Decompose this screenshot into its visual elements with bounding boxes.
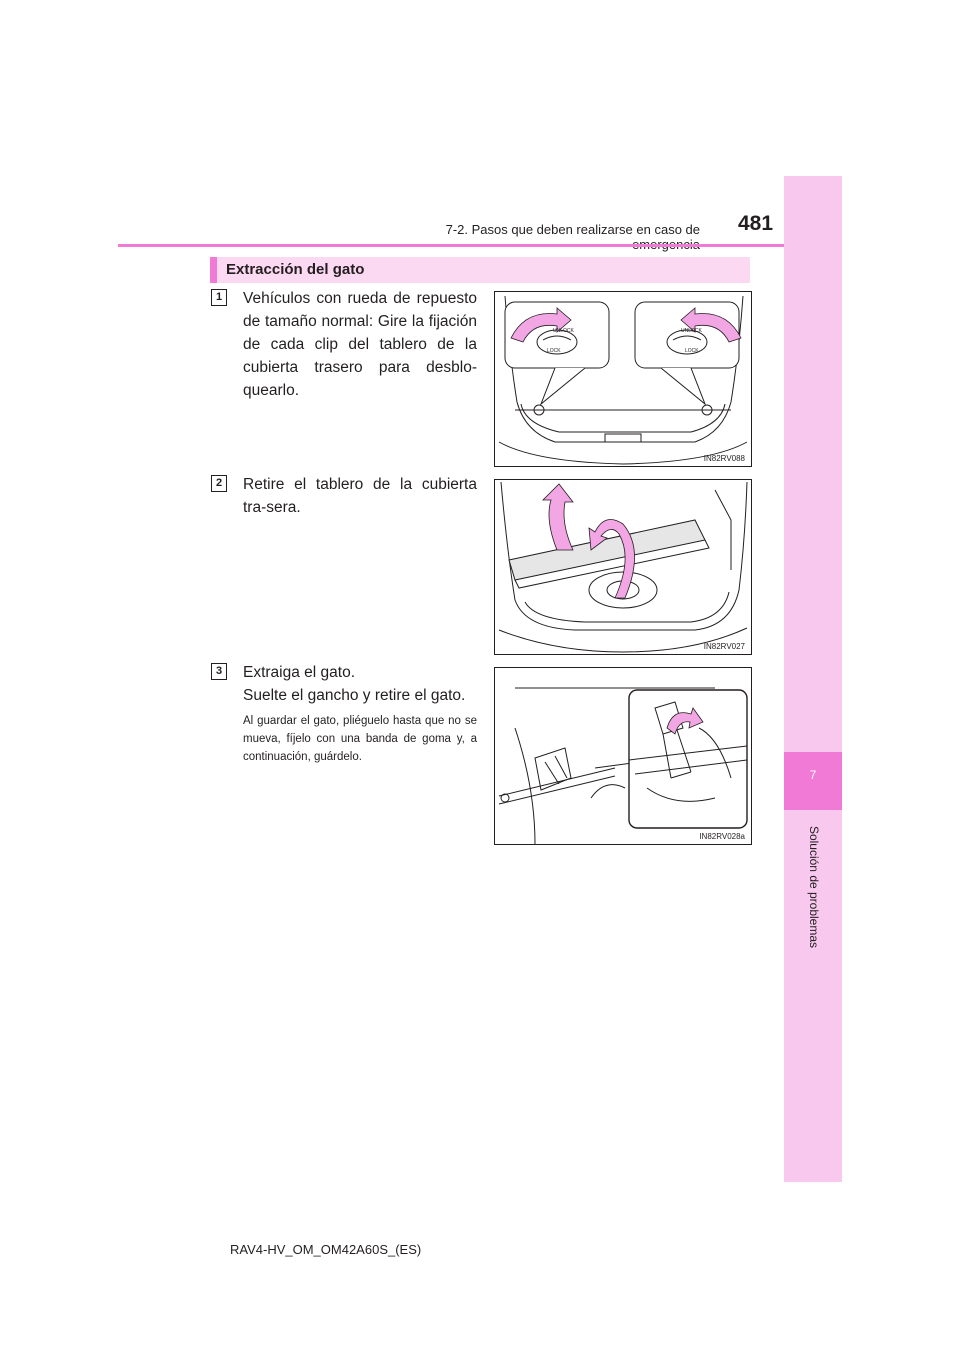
step-3-note: Al guardar el gato, pliéguelo hasta que no se mueva, fíjelo con una banda de goma y, a continuación, guárdelo. — [243, 715, 477, 763]
chapter-title: Solución de problemas — [807, 825, 821, 949]
trunk-clips-illustration — [495, 292, 751, 466]
step-2-text: Retire el tablero de la cubierta tra-sera. — [243, 476, 477, 516]
step-3-text — [243, 661, 477, 707]
footer-document-code: RAV4-HV_OM_OM42A60S_(ES) — [230, 1242, 422, 1257]
lock-label-right: LOCK — [685, 348, 699, 354]
figure-step-1 — [494, 291, 752, 467]
jack-removal-illustration — [495, 668, 751, 844]
section-heading-bar — [210, 257, 750, 283]
section-title: Extracción del gato — [226, 261, 365, 278]
figure-step-3 — [494, 667, 752, 845]
unlock-label-right: UNLOCK — [681, 328, 702, 334]
figure-code-3: IN82RV028a — [699, 832, 745, 841]
step-number-1: 1 — [211, 289, 227, 306]
figure-code-1: IN82RV088 — [703, 454, 745, 463]
figure-code-2: IN82RV027 — [703, 642, 745, 651]
step-number-2: 2 — [211, 475, 227, 492]
unlock-label-left: UNLOCK — [553, 328, 574, 334]
page-number: 481 — [738, 212, 774, 235]
step-number-3: 3 — [211, 663, 227, 680]
step-3-line-2: Suelte el gancho y retire el gato. — [243, 687, 466, 704]
step-3-line-1: Extraiga el gato. — [243, 664, 356, 681]
chapter-number: 7 — [809, 768, 817, 782]
lock-label-left: LOCK — [547, 348, 561, 354]
section-heading-accent — [210, 257, 217, 283]
running-header-section: 7-2. Pasos que deben realizarse en caso de — [445, 222, 700, 237]
chapter-side-tab — [784, 176, 842, 1182]
figure-step-2 — [494, 479, 752, 655]
header-rule — [118, 244, 842, 247]
step-1-text: Vehículos con rueda de repuesto de tamaño normal: Gire la fijación de cada clip del tablero de la cubierta trasero para desblo-quearlo. — [243, 290, 477, 399]
trunk-board-removal-illustration — [495, 480, 751, 654]
